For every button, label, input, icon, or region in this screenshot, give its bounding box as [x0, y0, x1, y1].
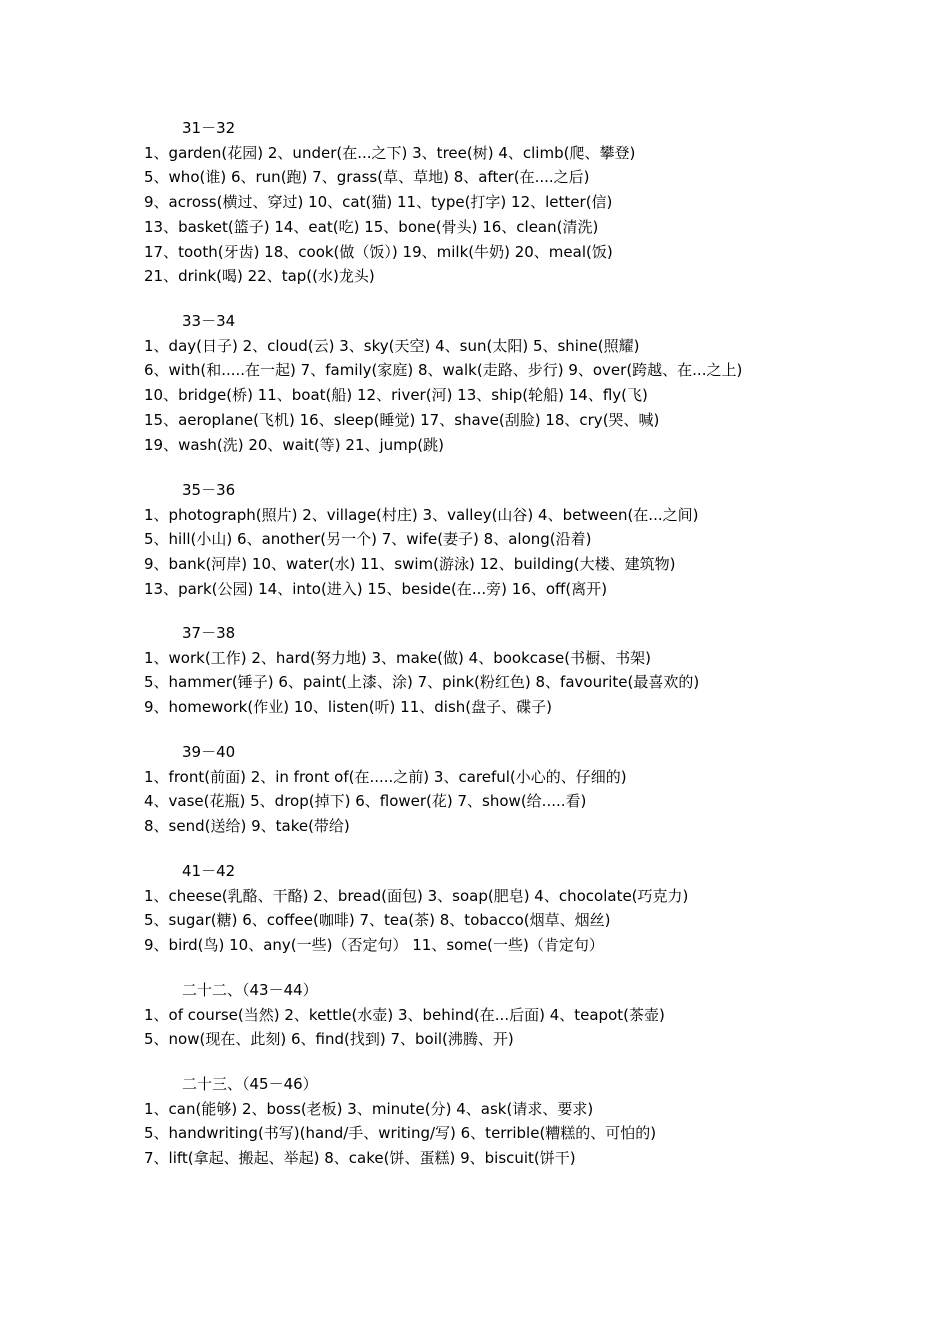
vocab-line: 1、front(前面) 2、in front of(在.....之前) 3、careful(小心的、仔细的) [144, 767, 627, 786]
vocab-line: 5、hammer(锤子) 6、paint(上漆、涂) 7、pink(粉红色) 8、favourite(最喜欢的) [144, 673, 700, 692]
vocab-line: 4、vase(花瓶) 5、drop(掉下) 6、flower(花) 7、show(给.....看) [144, 792, 587, 811]
vocab-line: 1、can(能够) 2、boss(老板) 3、minute(分) 4、ask(请求、要求) [144, 1099, 594, 1118]
section-31-32 [0, 116, 950, 289]
section-35-36 [0, 478, 950, 602]
section-39-40 [0, 740, 950, 839]
vocab-line: 13、park(公园) 14、into(进入) 15、beside(在...旁) 16、off(离开) [144, 579, 608, 598]
vocab-line: 21、drink(喝) 22、tap((水)龙头) [144, 267, 375, 286]
vocab-line: 5、handwriting(书写)(hand/手、writing/写) 6、terrible(糟糕的、可怕的) [144, 1124, 657, 1143]
vocab-line: 9、homework(作业) 10、listen(听) 11、dish(盘子、碟子) [144, 698, 552, 717]
vocab-line: 13、basket(篮子) 14、eat(吃) 15、bone(骨头) 16、clean(清洗) [144, 217, 599, 236]
section-23 [0, 1072, 950, 1171]
section-33-34 [0, 309, 950, 457]
section-heading: 41－42 [182, 862, 236, 880]
section-22 [0, 978, 950, 1052]
vocab-line: 1、day(日子) 2、cloud(云) 3、sky(天空) 4、sun(太阳) 5、shine(照耀) [144, 336, 640, 355]
vocab-line: 5、now(现在、此刻) 6、find(找到) 7、boil(沸腾、开) [144, 1030, 514, 1049]
section-heading: 二十三、（45－46） [182, 1075, 318, 1093]
vocab-line: 6、with(和.....在一起) 7、family(家庭) 8、walk(走路、步行) 9、over(跨越、在...之上) [144, 361, 743, 380]
vocab-line: 1、work(工作) 2、hard(努力地) 3、make(做) 4、bookcase(书橱、书架) [144, 648, 651, 667]
vocab-line: 7、lift(拿起、搬起、举起) 8、cake(饼、蛋糕) 9、biscuit(饼干) [144, 1149, 576, 1168]
vocab-line: 17、tooth(牙齿) 18、cook(做（饭）) 19、milk(牛奶) 20、meal(饭) [144, 242, 613, 261]
vocab-line: 8、send(送给) 9、take(带给) [144, 817, 350, 836]
section-heading: 33－34 [182, 312, 236, 330]
vocab-line: 1、of course(当然) 2、kettle(水壶) 3、behind(在...后面) 4、teapot(茶壶) [144, 1005, 665, 1024]
vocab-line: 10、bridge(桥) 11、boat(船) 12、river(河) 13、ship(轮船) 14、fly(飞) [144, 386, 648, 405]
section-heading: 31－32 [182, 119, 236, 137]
section-41-42 [0, 859, 950, 958]
vocab-line: 1、cheese(乳酪、干酪) 2、bread(面包) 3、soap(肥皂) 4、chocolate(巧克力) [144, 886, 689, 905]
vocab-line: 9、bird(鸟) 10、any(一些)（否定句） 11、some(一些)（肯定句） [144, 936, 604, 955]
vocab-line: 9、bank(河岸) 10、water(水) 11、swim(游泳) 12、building(大楼、建筑物) [144, 555, 676, 574]
vocab-line: 5、sugar(糖) 6、coffee(咖啡) 7、tea(茶) 8、tobacco(烟草、烟丝) [144, 911, 611, 930]
vocab-line: 1、photograph(照片) 2、village(村庄) 3、valley(山谷) 4、between(在...之间) [144, 505, 699, 524]
vocab-line: 1、garden(花园) 2、under(在...之下) 3、tree(树) 4、climb(爬、攀登) [144, 143, 636, 162]
vocab-line: 15、aeroplane(飞机) 16、sleep(睡觉) 17、shave(刮脸) 18、cry(哭、喊) [144, 410, 660, 429]
section-heading: 37－38 [182, 624, 236, 642]
vocab-line: 5、who(谁) 6、run(跑) 7、grass(草、草地) 8、after(在....之后) [144, 168, 590, 187]
vocab-line: 9、across(横过、穿过) 10、cat(猫) 11、type(打字) 12、letter(信) [144, 193, 613, 212]
vocab-line: 5、hill(小山) 6、another(另一个) 7、wife(妻子) 8、along(沿着) [144, 530, 592, 549]
section-heading: 二十二、（43－44） [182, 981, 318, 999]
section-heading: 35－36 [182, 481, 236, 499]
section-37-38 [0, 621, 950, 720]
vocab-line: 19、wash(洗) 20、wait(等) 21、jump(跳) [144, 435, 445, 454]
section-heading: 39－40 [182, 743, 236, 761]
